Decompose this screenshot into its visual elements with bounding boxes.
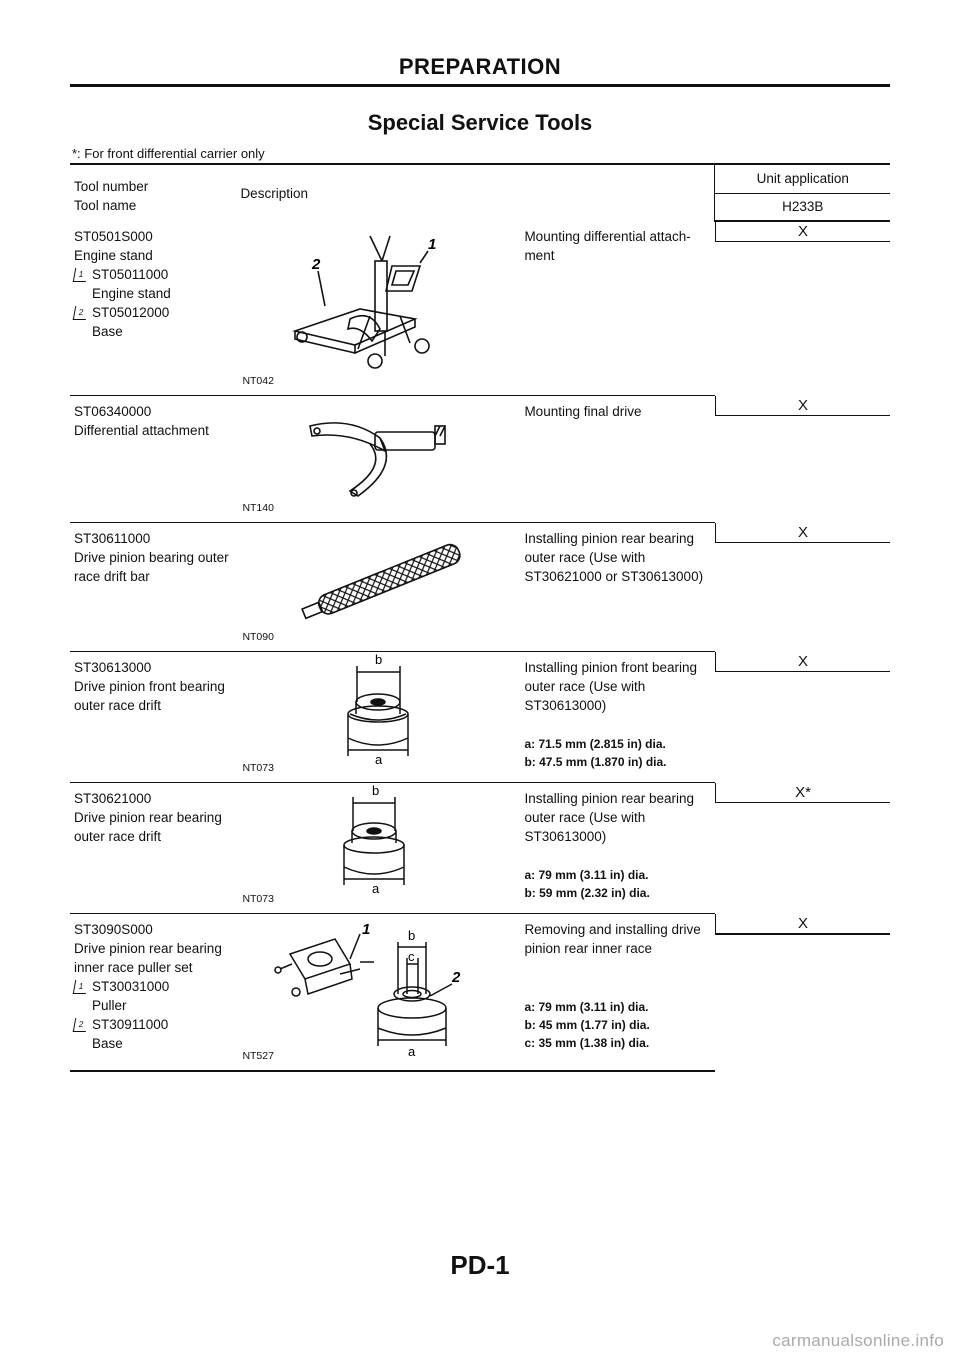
tool-name: Engine stand xyxy=(74,248,153,263)
tool-name: Drive pinion rear bearing outer race drift xyxy=(74,810,222,844)
tool-name: Drive pinion bearing outer race drift bar xyxy=(74,550,229,584)
sub-part-number: ST30031000 xyxy=(92,979,170,994)
header-unit-application-cell xyxy=(715,164,890,194)
tool-figure-cell xyxy=(240,783,520,914)
table-header-row xyxy=(70,164,890,194)
front-drift-illustration xyxy=(240,652,520,776)
table-row xyxy=(70,523,890,652)
header-description: Description xyxy=(240,164,715,221)
sub-part-number: ST05012000 xyxy=(92,305,170,320)
description-cell xyxy=(520,221,715,396)
tool-id-cell xyxy=(70,221,240,396)
sub-part xyxy=(74,303,240,341)
page-title: Special Service Tools xyxy=(367,110,593,135)
description-text: Mounting final drive xyxy=(524,404,642,419)
figure-code: NT073 xyxy=(242,762,274,774)
figure-code: NT140 xyxy=(242,502,274,514)
tool-name: Differential attachment xyxy=(74,423,209,438)
dimension-a-label: a xyxy=(408,1044,416,1059)
dimension-c-label: c xyxy=(408,949,415,964)
dimension-b: b: 47.5 mm (1.870 in) dia. xyxy=(524,755,667,769)
page-number: PD-1 xyxy=(450,1250,510,1280)
tool-id-cell xyxy=(70,396,240,523)
part-1-badge: 1 xyxy=(73,268,88,282)
part-2-badge: 2 xyxy=(73,1018,88,1032)
description-cell xyxy=(520,783,715,914)
dimension-b: b: 59 mm (2.32 in) dia. xyxy=(524,886,650,900)
callout-2: 2 xyxy=(452,969,461,986)
drift-bar-illustration xyxy=(240,523,520,645)
section-header: PREPARATION xyxy=(398,54,562,79)
description-text: Mounting differential attach-ment xyxy=(524,229,691,263)
table-row xyxy=(70,396,890,523)
dimension-b-label: b xyxy=(408,928,416,943)
description-text: Removing and installing drive pinion rear inner race xyxy=(524,922,701,956)
dimension-a: a: 71.5 mm (2.815 in) dia. xyxy=(524,737,666,751)
dimension-c: c: 35 mm (1.38 in) dia. xyxy=(524,1036,650,1050)
tool-number: ST30611000 xyxy=(74,531,151,546)
table-row xyxy=(70,783,890,914)
header-unit-application: Unit application xyxy=(715,165,890,194)
special-service-tools-table xyxy=(70,163,890,1072)
description-text: Installing pinion front bearing outer race (Use with ST30613000) xyxy=(524,660,698,713)
header-tool-name: Tool name xyxy=(74,198,137,213)
dimensions xyxy=(524,735,715,771)
dimension-a: a: 79 mm (3.11 in) dia. xyxy=(524,868,649,882)
table-row xyxy=(70,914,890,1072)
header-unit-h233b-cell xyxy=(715,194,890,221)
header-tool-number: Tool number xyxy=(74,179,149,194)
description-cell xyxy=(520,396,715,523)
tool-figure-cell xyxy=(240,221,520,396)
tool-id-cell xyxy=(70,914,240,1072)
application-cell xyxy=(715,783,890,803)
description-cell xyxy=(520,914,715,1072)
header-tool-number-name xyxy=(70,164,240,221)
application-cell xyxy=(715,396,890,416)
dimension-b: b: 45 mm (1.77 in) dia. xyxy=(524,1018,650,1032)
watermark: carmanualsonline.info xyxy=(772,1331,944,1350)
tool-id-cell xyxy=(70,783,240,914)
dimension-a-label: a xyxy=(372,881,380,896)
tool-name: Drive pinion rear bearing inner race puller set xyxy=(74,941,222,975)
dimension-b-label: b xyxy=(375,652,383,667)
description-cell xyxy=(520,652,715,783)
application-mark: X xyxy=(797,523,808,541)
tool-name: Drive pinion front bearing outer race drift xyxy=(74,679,225,713)
dimension-b-label: b xyxy=(372,783,380,798)
tool-id-cell xyxy=(70,523,240,652)
part-1-badge: 1 xyxy=(73,980,88,994)
description-text: Installing pinion rear bearing outer race (Use with ST30621000 or ST30613000) xyxy=(524,531,704,584)
tool-figure-cell xyxy=(240,396,520,523)
description-text: Installing pinion rear bearing outer race (Use with ST30613000) xyxy=(524,791,695,844)
rear-drift-illustration xyxy=(240,783,520,907)
application-cell xyxy=(715,222,890,242)
callout-2: 2 xyxy=(312,256,321,273)
dimensions xyxy=(524,998,715,1052)
differential-attachment-illustration xyxy=(240,396,520,516)
tool-figure-cell xyxy=(240,914,520,1072)
sub-part-name: Base xyxy=(92,1036,123,1051)
application-mark: X xyxy=(797,396,808,414)
footnote-legend: *: For front differential carrier only xyxy=(72,146,265,161)
sub-part-name: Puller xyxy=(92,998,127,1013)
tool-id-cell xyxy=(70,652,240,783)
sub-part xyxy=(74,1015,240,1053)
dimension-a-label: a xyxy=(375,752,383,767)
tool-number: ST0501S000 xyxy=(74,229,153,244)
application-cell xyxy=(715,652,890,672)
figure-code: NT042 xyxy=(242,375,274,387)
description-cell xyxy=(520,523,715,652)
sub-part xyxy=(74,265,240,303)
header-unit-h233b: H233B xyxy=(782,199,824,214)
engine-stand-illustration xyxy=(240,221,520,389)
application-mark: X xyxy=(797,652,808,670)
application-mark: X xyxy=(797,223,808,240)
application-mark: X* xyxy=(795,783,811,801)
table-row xyxy=(70,652,890,783)
figure-code: NT090 xyxy=(242,631,274,643)
dimension-a: a: 79 mm (3.11 in) dia. xyxy=(524,1000,649,1014)
sub-part xyxy=(74,977,240,1015)
sub-part-name: Base xyxy=(92,324,123,339)
callout-1: 1 xyxy=(428,236,437,253)
header-rule xyxy=(70,84,890,87)
sub-part-number: ST30911000 xyxy=(92,1017,169,1032)
tool-figure-cell xyxy=(240,523,520,652)
figure-code: NT073 xyxy=(242,893,274,905)
figure-code: NT527 xyxy=(242,1050,274,1062)
application-mark: X xyxy=(797,914,808,932)
sub-part-name: Engine stand xyxy=(92,286,171,301)
callout-1: 1 xyxy=(362,921,371,938)
application-cell xyxy=(715,914,890,935)
tool-figure-cell xyxy=(240,652,520,783)
part-2-badge: 2 xyxy=(73,306,88,320)
tool-number: ST06340000 xyxy=(74,404,152,419)
tool-number: ST3090S000 xyxy=(74,922,153,937)
tool-number: ST30621000 xyxy=(74,791,152,806)
sub-part-number: ST05011000 xyxy=(92,267,169,282)
application-cell xyxy=(715,523,890,543)
table-row xyxy=(70,221,890,396)
dimensions xyxy=(524,866,715,902)
puller-set-illustration xyxy=(240,914,520,1064)
tool-number: ST30613000 xyxy=(74,660,152,675)
